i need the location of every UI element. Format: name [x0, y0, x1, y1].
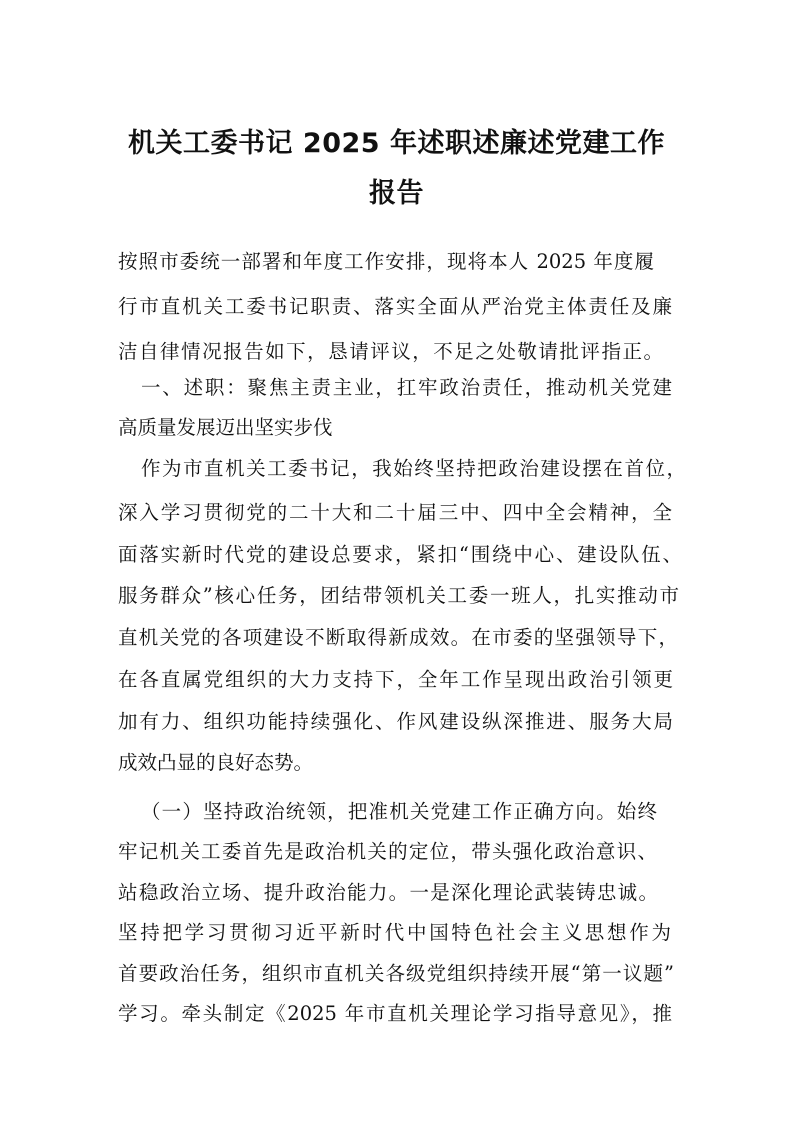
- section-heading-line-2: 高质量发展迈出坚实步伐: [118, 416, 333, 439]
- body-line-1: 按照市委统一部署和年度工作安排，现将本人 2025 年度履: [118, 250, 654, 273]
- body-line-17: 学习。牵头制定《2025 年市直机关理论学习指导意见》，推: [118, 1002, 672, 1025]
- body-line-3: 洁自律情况报告如下，恳请评议，不足之处敬请批评指正。: [118, 340, 663, 363]
- document-title-line-1: 机关工委书记 2025 年述职述廉述党建工作: [128, 128, 665, 159]
- body-line-8: 直机关党的各项建设不断取得新成效。在市委的坚强领导下，: [118, 626, 678, 649]
- body-line-5: 深入学习贯彻党的二十大和二十届三中、四中全会精神，全: [118, 501, 672, 524]
- body-line-14: 站稳政治立场、提升政治能力。一是深化理论武装铸忠诚。: [118, 881, 658, 904]
- body-line-4: 作为市直机关工委书记，我始终坚持把政治建设摆在首位，: [141, 457, 686, 480]
- body-line-11: 成效凸显的良好态势。: [118, 751, 314, 774]
- body-line-10: 加有力、组织功能持续强化、作风建设纵深推进、服务大局: [118, 710, 673, 733]
- body-line-7: 服务群众”核心任务，团结带领机关工委一班人，扎实推动市: [118, 584, 679, 607]
- body-line-2: 行市直机关工委书记职责、落实全面从严治党主体责任及廉: [118, 295, 672, 318]
- body-line-6: 面落实新时代党的建设总要求，紧扣“围绕中心、建设队伍、: [118, 543, 682, 566]
- body-line-9: 在各直属党组织的大力支持下，全年工作呈现出政治引领更: [118, 668, 673, 691]
- body-line-12: （一）坚持政治统领，把准机关党建工作正确方向。始终: [141, 800, 657, 823]
- document-title-line-2: 报告: [369, 178, 424, 209]
- section-heading-line-1: 一、述职：聚焦主责主业，扛牢政治责任，推动机关党建: [141, 376, 672, 399]
- body-line-16: 首要政治任务，组织市直机关各级党组织持续开展“第一议题”: [118, 962, 674, 985]
- body-line-13: 牢记机关工委首先是政治机关的定位，带头强化政治意识、: [118, 840, 657, 863]
- body-line-15: 坚持把学习贯彻习近平新时代中国特色社会主义思想作为: [118, 921, 671, 944]
